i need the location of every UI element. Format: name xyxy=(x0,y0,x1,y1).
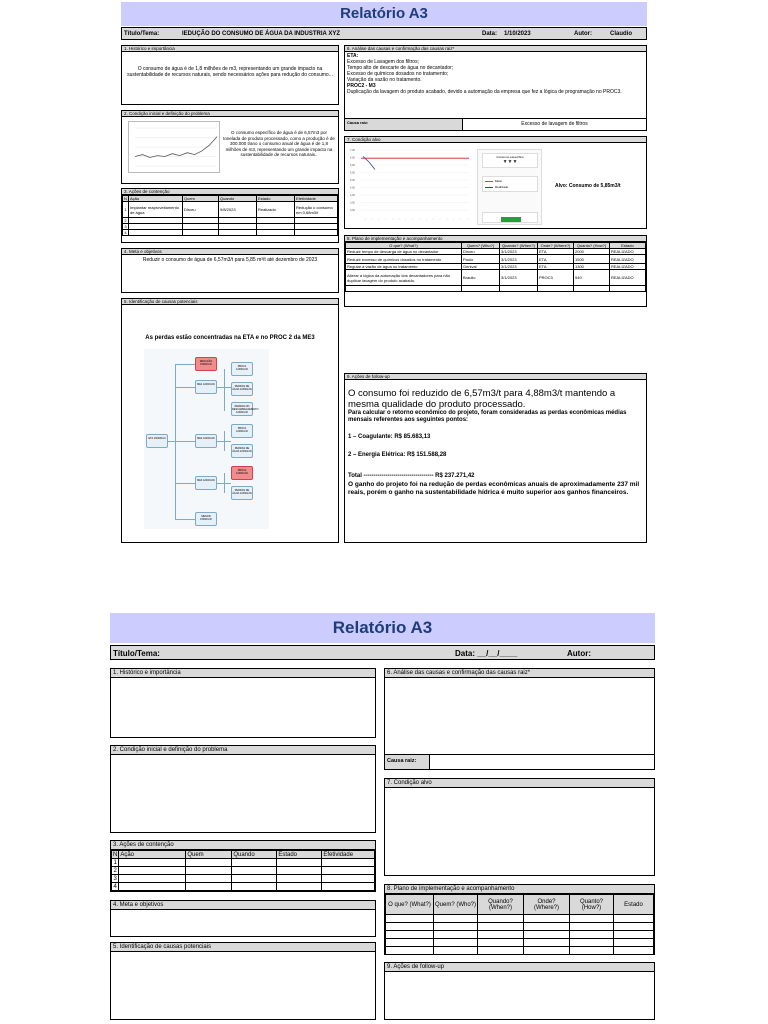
table-cell xyxy=(119,883,186,891)
table-cell: 3/1/2023 xyxy=(500,264,538,270)
table-cell xyxy=(434,939,478,947)
x-tick-mark: — xyxy=(398,217,402,221)
condicao-inicial-text: O consumo específico de água é de 6,57m3 por tonelada de produto processado, como a produção é de 300.000 t/ano o consumo anual de água é de 1,8 milhões de m3, representando um grande impacto na sustentabilidade de recursos naturais.. xyxy=(223,130,335,157)
col-acao: Ação xyxy=(119,851,186,859)
tree-node: PERDAS DE ÁGUA 12000m3/t xyxy=(231,382,253,396)
table-cell xyxy=(478,931,524,939)
section-meta-objetivos xyxy=(121,248,339,293)
follow-up-total: Total ----------------------------------- R$ 237.271,42 xyxy=(348,473,475,479)
tree-node: PERDAS DE ÁGUA 12000m3/t xyxy=(231,486,253,500)
table-cell: ETA xyxy=(538,249,574,255)
section-condicao-alvo xyxy=(344,136,647,229)
table-cell xyxy=(570,939,614,947)
causa-raiz-value: Excesso de lavagem de filtros xyxy=(521,121,588,127)
table-cell xyxy=(478,947,524,955)
cause-tree-diagram xyxy=(144,349,269,529)
table-cell: 1 xyxy=(113,859,117,866)
table-row xyxy=(123,202,338,218)
section-heading: 3. Ações de contenção xyxy=(111,841,375,850)
table-row xyxy=(346,270,646,286)
table-cell: 9/8/2023 xyxy=(219,202,257,218)
table-row xyxy=(386,915,654,923)
section-heading: 2. Condição inicial e definição do problema xyxy=(122,111,338,117)
tick-label: 5,50 xyxy=(350,171,355,175)
col-estado: Estado xyxy=(614,895,654,915)
analise-line: ETA: xyxy=(347,53,359,59)
tree-node: PROC1 12000m3/t xyxy=(231,362,253,376)
table-cell xyxy=(277,859,322,867)
report-1-title: Relatório A3 xyxy=(121,2,647,26)
col-quando: Quando? (When?) xyxy=(500,243,538,249)
legend-consumo-label: Consumo específico xyxy=(496,155,524,159)
table-cell xyxy=(434,947,478,955)
causa-raiz-label: Causa raiz: xyxy=(385,755,430,769)
table-cell xyxy=(219,230,257,236)
table-cell xyxy=(386,915,434,923)
table-cell xyxy=(538,286,574,292)
table-cell xyxy=(295,230,338,236)
table-cell xyxy=(614,923,654,931)
col-quando: Quando xyxy=(219,196,257,202)
follow-up-p1: Para calcular o retorno econômico do projeto, foram consideradas as perdas econômicas médias mensais referentes aos seguintes pontos: xyxy=(348,410,627,423)
data-value: 1/10/2023 xyxy=(504,31,531,37)
report-2-header xyxy=(110,645,655,660)
table-cell xyxy=(277,883,322,891)
follow-up-item1: 1 – Coagulante: R$ 85.683,13 xyxy=(348,434,431,440)
table-cell xyxy=(434,931,478,939)
col-quanto: Quanto? (How?) xyxy=(570,895,614,915)
x-tick-mark: — xyxy=(391,217,395,221)
table-cell: 1500 xyxy=(574,255,610,264)
table-cell: Alterar a lógica da automação dos decantadores para não duplicar lavagem do produto acabado. xyxy=(346,270,462,286)
x-tick-mark: — xyxy=(405,217,408,221)
section-causas-potenciais xyxy=(110,942,376,1020)
col-onde: Onde? (Where?) xyxy=(524,895,570,915)
table-cell xyxy=(524,923,570,931)
tree-node: ME1 12000m3/t xyxy=(195,380,217,394)
tree-node: MENOR 15000m3/t xyxy=(195,512,217,526)
table-cell: 3 xyxy=(124,224,127,229)
table-row xyxy=(386,947,654,955)
table-header-row xyxy=(386,895,654,915)
col-acao: Ação xyxy=(129,196,183,202)
table-cell xyxy=(322,859,375,867)
section-heading: 5. Identificação de causas potenciais xyxy=(111,943,375,952)
table-cell xyxy=(386,947,434,955)
table-cell xyxy=(462,286,500,292)
table-cell xyxy=(524,915,570,923)
x-tick-mark: — xyxy=(411,217,415,221)
x-tick-mark: — xyxy=(439,217,442,221)
section-causas-potenciais xyxy=(121,298,339,543)
table-cell: 4 xyxy=(113,883,117,890)
section-analise-causas xyxy=(344,45,647,131)
table-row xyxy=(386,939,654,947)
section-heading: 2. Condição inicial e definição do problema xyxy=(111,746,375,755)
table-cell xyxy=(322,875,375,883)
tree-node: PROC1 12000m3/t xyxy=(231,424,253,438)
report-2-title: Relatório A3 xyxy=(110,613,655,643)
col-quanto: Quanto? (How?) xyxy=(574,243,610,249)
legend-item-realizado: Realizado xyxy=(485,185,535,189)
table-cell: Redução o consumo em 0,68m3/t xyxy=(295,202,338,218)
tree-node: ME3 12000m3/t xyxy=(195,476,217,490)
section-historico xyxy=(110,668,376,738)
col-efetividade: Efetividade xyxy=(295,196,338,202)
table-cell xyxy=(478,915,524,923)
report-1-header xyxy=(121,27,647,40)
section-heading: 7. Condição alvo xyxy=(345,137,646,143)
table-cell: Regular a vazão de água no tratamento xyxy=(346,264,462,270)
table-cell xyxy=(614,915,654,923)
section-heading: 6. Análise das causas e confirmação das causas raiz* xyxy=(385,669,654,678)
table-cell xyxy=(500,286,538,292)
section-follow-up xyxy=(384,962,655,1020)
table-cell xyxy=(524,931,570,939)
follow-up-p2: O ganho do projeto foi na redução de perdas econômicas anuais de aproximadamente 237 mil reais, porém o ganho na sustentabilidade hídrica é muito superior aos ganhos financeiros. xyxy=(348,481,640,496)
col-oque: O que? (What?) xyxy=(346,243,462,249)
table-cell: 2000 xyxy=(574,249,610,255)
table-cell: Implantar reaproveitamento de água xyxy=(129,202,183,218)
section-historico xyxy=(121,45,339,105)
table-cell xyxy=(232,883,277,891)
table-cell: REALIZADO xyxy=(610,270,646,286)
analise-line: Tempo alto de descarte de água no decantador; xyxy=(347,65,454,71)
section-follow-up xyxy=(344,373,647,543)
table-cell xyxy=(119,859,186,867)
col-onde: Onde? (Where?) xyxy=(538,243,574,249)
table-cell xyxy=(277,867,322,875)
table-cell xyxy=(478,923,524,931)
table-cell: Dirceu xyxy=(462,249,500,255)
tree-node-red: PROC2 12000m3/t xyxy=(231,466,253,480)
table-cell: Genival xyxy=(462,264,500,270)
causa-raiz-row xyxy=(345,118,646,130)
table-cell: ETA xyxy=(538,264,574,270)
x-tick-mark: — xyxy=(466,217,470,221)
table-cell: 3/1/2023 xyxy=(500,255,538,264)
x-tick-mark: — xyxy=(432,217,436,221)
table-row xyxy=(112,883,375,891)
section-meta-objetivos xyxy=(110,900,376,937)
titulo-label: Título/Tema: xyxy=(124,31,160,37)
table-cell xyxy=(614,947,654,955)
table-cell: REALIZADO xyxy=(610,264,646,270)
col-quem: Quem xyxy=(183,196,219,202)
table-cell: Braulio xyxy=(462,270,500,286)
table-cell: 3/1/2023 xyxy=(500,270,538,286)
causas-subtitle: As perdas estão concentradas na ETA e no PROC 2 da ME3 xyxy=(145,335,315,341)
down-arrows-icon: ▼▼▼ xyxy=(502,159,518,165)
table-cell: 3 xyxy=(113,875,117,882)
tick-label: 7,00 xyxy=(350,149,355,152)
section-heading: 8. Plano de implementação e acompanhamento xyxy=(345,236,646,242)
analise-line: Variação da vazão no tratamento. xyxy=(347,77,422,83)
plano-table xyxy=(345,242,646,292)
tick-label: 4,00 xyxy=(350,194,355,197)
autor-label: Autor: xyxy=(574,31,592,37)
analise-line: PROC2 - M3 xyxy=(347,83,376,89)
table-cell: ETA xyxy=(538,255,574,264)
section-heading: 4. Meta e objetivos xyxy=(122,249,338,255)
plano-table xyxy=(385,894,654,955)
col-quando: Quando xyxy=(232,851,277,859)
titulo-value: IEDUÇÃO DO CONSUMO DE ÁGUA DA INDUSTRIA XYZ xyxy=(182,31,341,37)
col-efetividade: Efetividade xyxy=(322,851,375,859)
col-quando: Quando? (When?) xyxy=(478,895,524,915)
follow-up-main: O consumo foi reduzido de 6,57m3/t para 4,88m3/t mantendo a mesma qualidade do produto processado. xyxy=(348,388,616,410)
section-condicao-inicial xyxy=(121,110,339,184)
tree-node: PERDAS NO DESCARREGAMENTO 12000m3/t xyxy=(231,402,253,416)
table-cell xyxy=(524,947,570,955)
tick-label: 3,50 xyxy=(350,201,355,205)
tick-label: 4,50 xyxy=(350,186,355,190)
table-cell: Reduzir excesso de químicos dosados no tratamento xyxy=(346,255,462,264)
section-condicao-inicial xyxy=(110,745,376,833)
x-tick-mark: — xyxy=(364,217,368,221)
table-cell: PROC3 xyxy=(538,270,574,286)
col-quem: Quem xyxy=(186,851,232,859)
meta-text: Reduzir o consumo de água de 6,57m3/t para 5,85 m³/t até dezembro de 2023 xyxy=(142,257,318,263)
section-condicao-alvo xyxy=(384,778,655,876)
table-cell xyxy=(570,923,614,931)
x-tick-mark: — xyxy=(459,217,463,221)
x-tick-mark: — xyxy=(452,217,456,221)
section-heading: 5. Identificação de causas potenciais xyxy=(122,299,338,305)
table-row xyxy=(386,923,654,931)
table-row xyxy=(112,875,375,883)
x-tick-mark: — xyxy=(384,217,388,221)
table-row xyxy=(346,255,646,264)
x-tick-mark: — xyxy=(418,217,422,221)
section-heading: 1. Histórico e importância xyxy=(111,669,375,678)
section-heading: 7. Condição alvo xyxy=(385,779,654,788)
table-cell: 2 xyxy=(124,218,127,223)
analise-line: Excesso de químicos dosados no tratamento; xyxy=(347,71,449,77)
data-label: Data: __/__/____ xyxy=(455,649,518,658)
condicao-alvo-legend xyxy=(477,149,542,225)
table-cell xyxy=(257,230,295,236)
status-green-icon xyxy=(501,217,521,222)
table-cell xyxy=(574,286,610,292)
x-tick-mark: — xyxy=(445,217,449,221)
table-row xyxy=(112,867,375,875)
acoes-contencao-table xyxy=(111,850,375,891)
realizado-swatch-icon xyxy=(485,187,493,188)
table-cell xyxy=(186,883,232,891)
x-tick-mark: — xyxy=(425,217,429,221)
tree-node: ME2 12000m3/t xyxy=(195,434,217,448)
alvo-text: Alvo: Consumo de 5,85m3/t xyxy=(555,183,621,189)
table-cell: Paulo xyxy=(462,255,500,264)
autor-value: Claudio xyxy=(610,31,632,37)
table-cell: 1 xyxy=(123,202,129,218)
section-plano-implementacao xyxy=(344,235,647,307)
section-heading: 9. Ações de follow-up xyxy=(345,374,646,380)
section-plano-implementacao xyxy=(384,884,655,955)
status-block xyxy=(482,212,538,223)
follow-up-content xyxy=(345,380,646,497)
col-quem: Quem? (Who?) xyxy=(462,243,500,249)
table-cell xyxy=(570,931,614,939)
table-cell xyxy=(478,939,524,947)
condicao-inicial-chart xyxy=(128,121,220,173)
table-cell xyxy=(186,867,232,875)
table-cell xyxy=(186,859,232,867)
col-estado: Estado xyxy=(610,243,646,249)
section-heading: 3. Ações de contenção xyxy=(122,189,338,195)
table-cell xyxy=(232,875,277,883)
analise-causas-text xyxy=(345,52,646,96)
col-n: N xyxy=(113,851,118,858)
table-cell xyxy=(570,915,614,923)
col-n: N xyxy=(124,196,127,201)
table-cell: 1300 xyxy=(574,264,610,270)
table-cell xyxy=(610,286,646,292)
table-cell: 4 xyxy=(124,230,127,235)
table-cell xyxy=(129,230,183,236)
section-analise-causas xyxy=(384,668,655,770)
table-cell xyxy=(524,939,570,947)
section-heading: 1. Histórico e importância xyxy=(122,46,338,52)
section-heading: 8. Plano de implementação e acompanhamento xyxy=(385,885,654,894)
condicao-alvo-chart xyxy=(349,146,471,224)
table-cell xyxy=(119,867,186,875)
table-cell xyxy=(386,923,434,931)
table-cell xyxy=(322,883,375,891)
tick-label: 6,00 xyxy=(350,164,355,167)
tick-label: 6,50 xyxy=(350,156,355,160)
table-cell: REALIZADO xyxy=(610,249,646,255)
table-cell xyxy=(232,859,277,867)
acoes-contencao-table xyxy=(122,195,338,236)
meta-swatch-icon xyxy=(485,181,493,182)
table-cell: Dirceu xyxy=(183,202,219,218)
titulo-label: Título/Tema: xyxy=(113,649,160,658)
table-row xyxy=(346,286,646,292)
x-tick-mark: — xyxy=(377,217,381,221)
tree-node-red: REDUÇÃO 15000m3/t xyxy=(195,357,217,371)
table-cell xyxy=(277,875,322,883)
table-cell: REALIZADO xyxy=(610,255,646,264)
section-acoes-contencao xyxy=(110,840,376,892)
table-cell xyxy=(434,923,478,931)
table-cell xyxy=(614,939,654,947)
table-cell xyxy=(186,875,232,883)
table-row xyxy=(112,859,375,867)
section-heading: 4. Meta e objetivos xyxy=(111,901,375,910)
causa-raiz-label: Causa raiz: xyxy=(345,119,463,130)
table-cell xyxy=(386,931,434,939)
table-cell: 2 xyxy=(113,867,117,874)
table-cell: Realizado xyxy=(257,202,295,218)
legend-item-meta: Meta xyxy=(485,179,535,183)
table-row xyxy=(123,230,338,236)
table-cell: 3/1/2023 xyxy=(500,249,538,255)
table-row xyxy=(386,931,654,939)
table-cell: 540 xyxy=(574,270,610,286)
table-header-row xyxy=(112,851,375,859)
col-estado: Estado xyxy=(277,851,322,859)
legend-series xyxy=(482,176,538,192)
autor-label: Autor: xyxy=(567,649,591,658)
tick-label: 5,00 xyxy=(350,179,355,182)
analise-line: Excesso de Lavagem dos filtros; xyxy=(347,59,419,65)
analise-line: Duplicação da lavagem do produto acabado, devido a automação da empresa que fez a lógica de programação no PROC3. xyxy=(347,89,622,95)
table-cell xyxy=(232,867,277,875)
col-quem: Quem? (Who?) xyxy=(434,895,478,915)
section-heading: 6. Análise das causas e confirmação das causas raiz* xyxy=(345,46,646,52)
section-heading: 9. Ações de follow-up xyxy=(385,963,654,972)
table-cell xyxy=(119,875,186,883)
table-cell xyxy=(386,939,434,947)
table-cell xyxy=(346,286,462,292)
follow-up-item2: 2 – Energia Elétrica: R$ 151.588,28 xyxy=(348,452,447,458)
causa-raiz-row xyxy=(385,754,654,769)
table-cell xyxy=(570,947,614,955)
tree-root-node: ETA 100000m3 xyxy=(146,434,168,448)
table-cell xyxy=(322,867,375,875)
data-label: Data: xyxy=(482,31,498,37)
table-cell: Reduzir tempo de descarga de água no decantador xyxy=(346,249,462,255)
historico-text: O consumo de água é de 1,8 milhões de m3, representando um grande impacto na sustentabilidade de recursos naturais, sendo necessários ações para redução do consumo... xyxy=(127,66,333,78)
tree-node: PERDAS DE ÁGUA 12000m3/t xyxy=(231,444,253,458)
tick-label: 3,00 xyxy=(350,209,355,212)
x-tick-mark: — xyxy=(371,217,374,221)
legend-consumo xyxy=(482,153,538,168)
table-cell xyxy=(434,915,478,923)
table-cell xyxy=(614,931,654,939)
table-cell xyxy=(183,230,219,236)
section-acoes-contencao xyxy=(121,188,339,243)
col-estado: Estado xyxy=(257,196,295,202)
col-oque: O que? (What?) xyxy=(386,895,434,915)
